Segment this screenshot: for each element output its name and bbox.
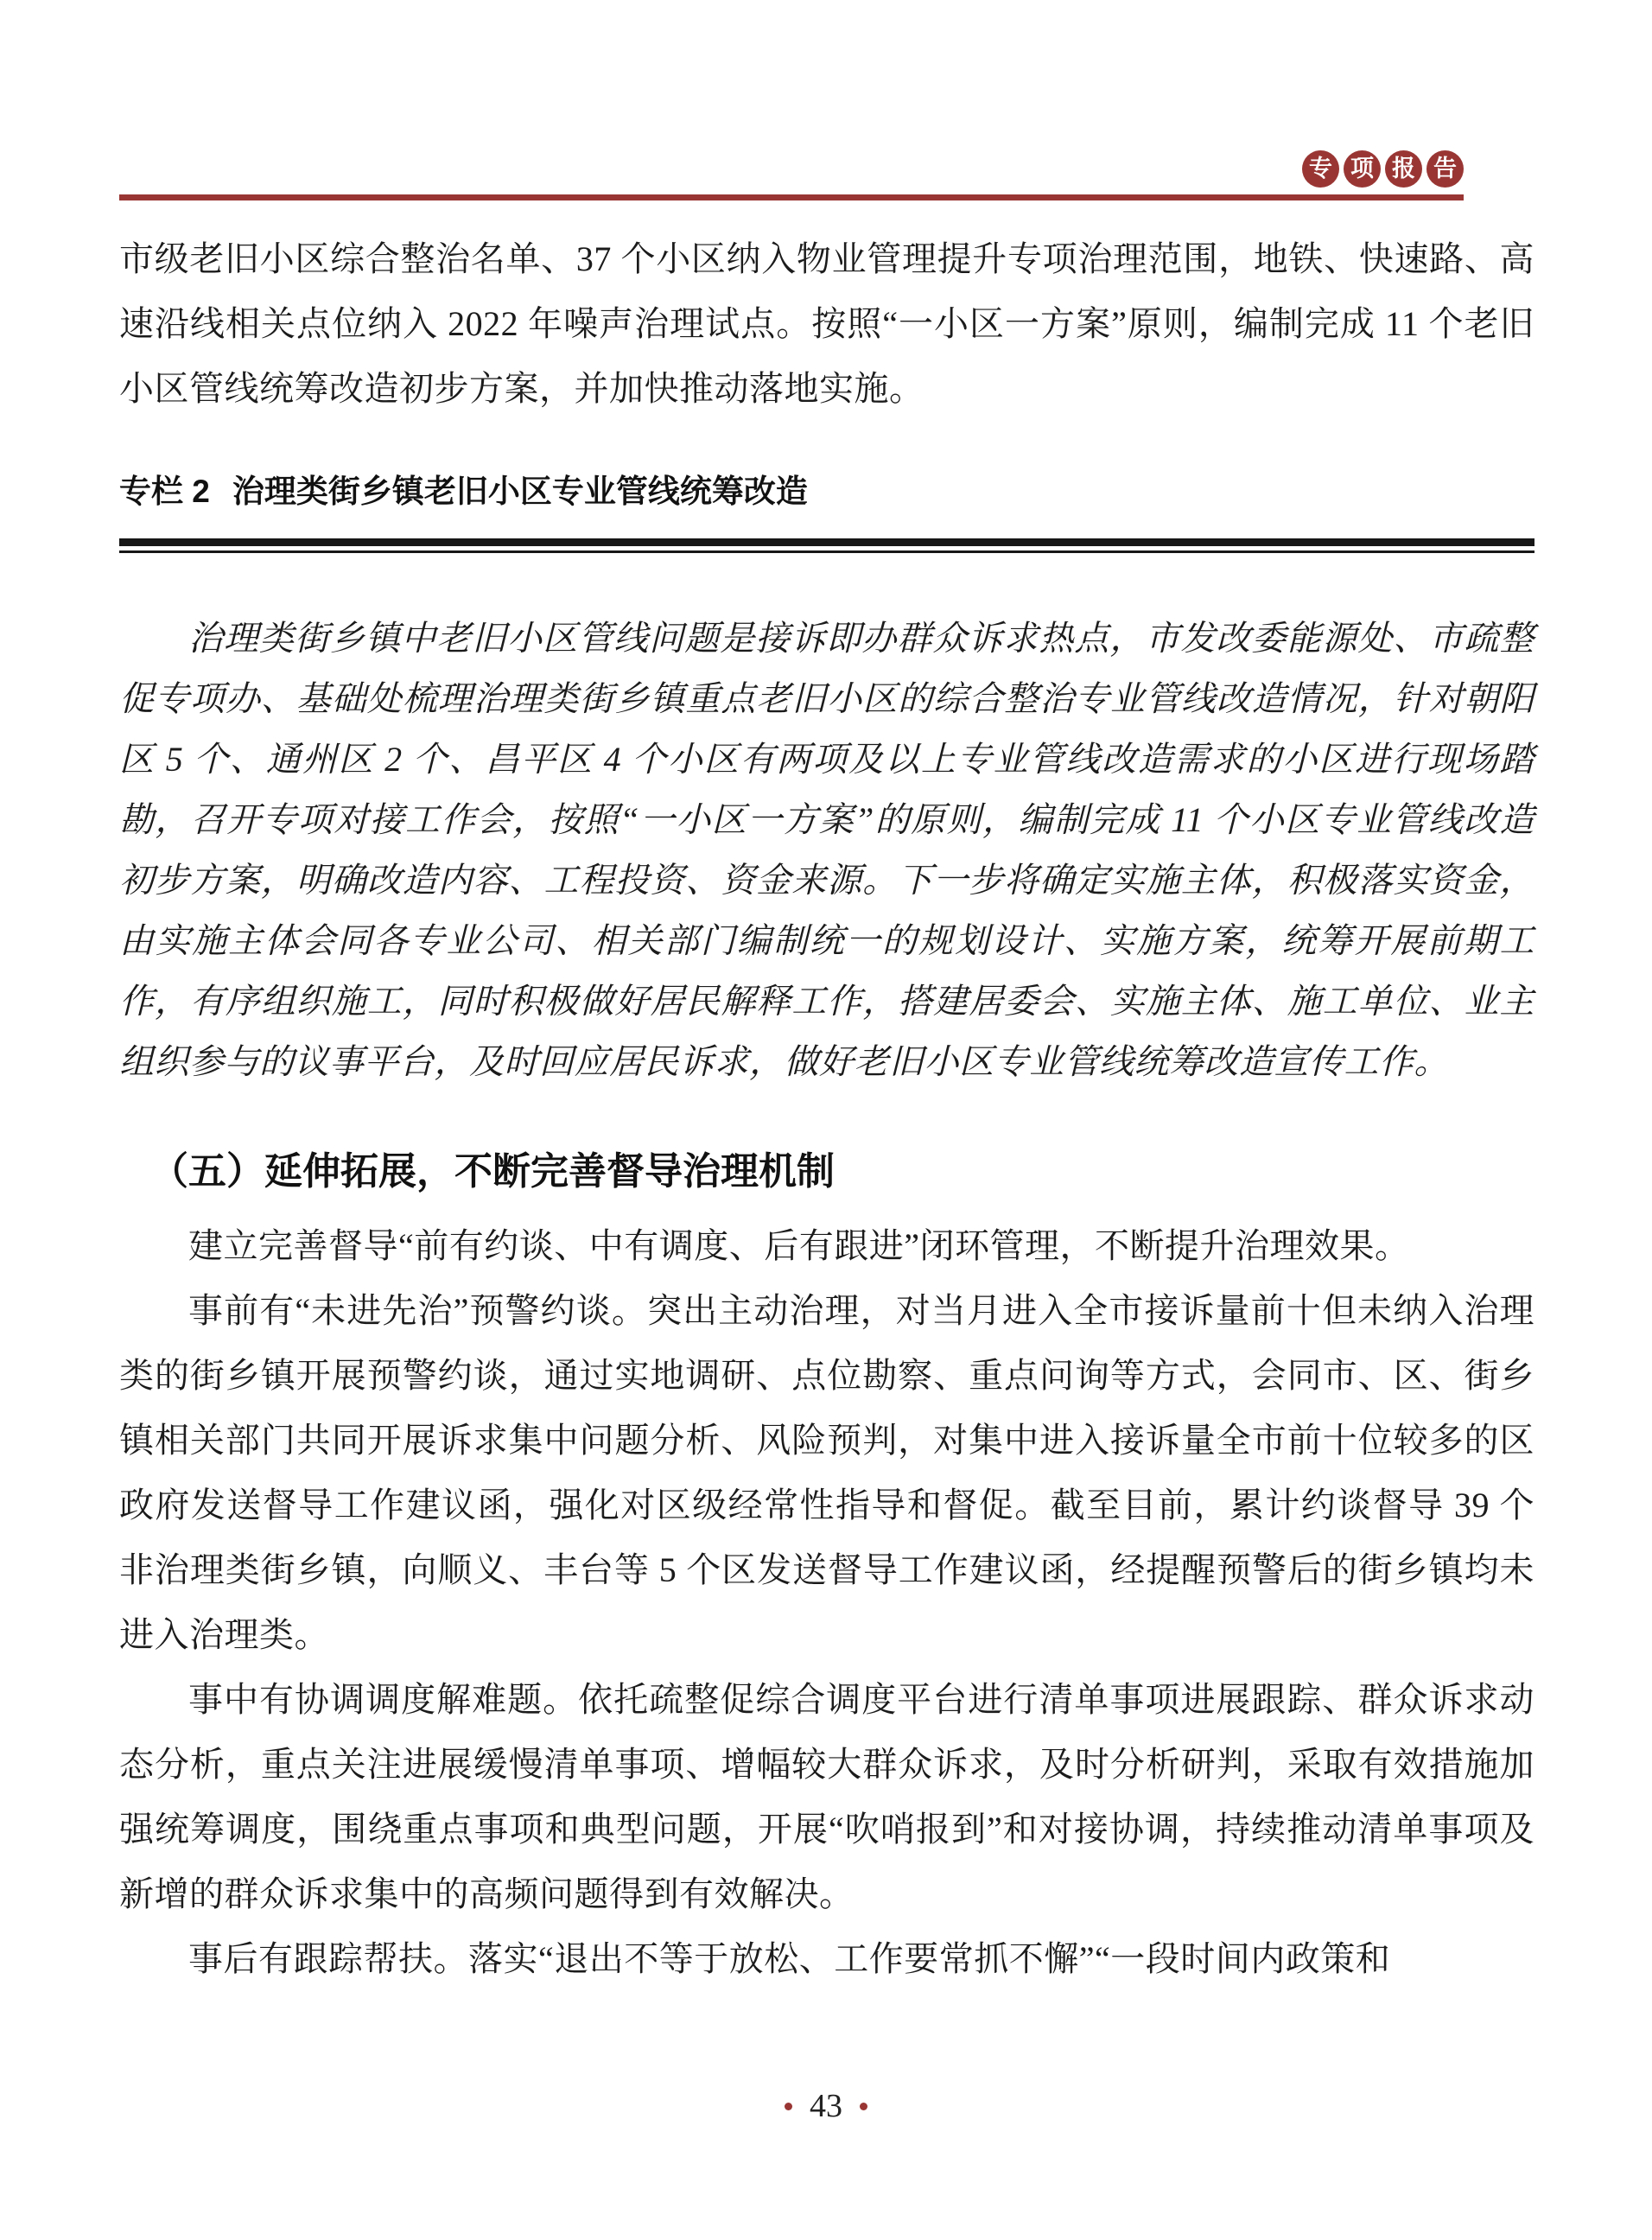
page-footer — [0, 2090, 1652, 2122]
badge-char-circle: 报 — [1385, 150, 1422, 188]
column-box-header — [119, 469, 1534, 514]
column-box-divider — [119, 538, 1534, 553]
section-paragraph: 事前有“未进先治”预警约谈。突出主动治理，对当月进入全市接诉量前十但未纳入治理类的街乡镇开展预警约谈，通过实地调研、点位勘察、重点问询等方式，会同市、区、街乡镇相关部门共同开展诉求集中问题分析、风险预判，对集中进入接诉量全市前十位较多的区政府发送督导工作建议函，强化对区级经常性指导和督促。截至目前，累计约谈督导 39 个非治理类街乡镇，向顺义、丰台等 5 个区发送督导工作建议函，经提醒预警后的街乡镇均未进入治理类。 — [119, 1291, 1534, 1654]
divider-thin-rule — [119, 550, 1534, 553]
section-paragraph: 事后有跟踪帮扶。落实“退出不等于放松、工作要常抓不懈”“一段时间内政策和 — [188, 1939, 1391, 1978]
page-number: 43 — [810, 2088, 842, 2124]
footer-left-dot — [785, 2103, 792, 2110]
page-content — [119, 226, 1534, 1991]
header-rule — [119, 194, 1464, 200]
column-box-label: 专栏 2 — [119, 474, 210, 509]
badge-char-circle: 专 — [1302, 150, 1339, 188]
column-box-title: 治理类街乡镇老旧小区专业管线统筹改造 — [232, 474, 808, 509]
section-paragraphs — [119, 1213, 1534, 1991]
footer-right-dot — [860, 2103, 867, 2110]
badge-char-circle: 项 — [1344, 150, 1381, 188]
badge-char-circle: 告 — [1426, 150, 1464, 188]
section-paragraph: 事中有协调调度解难题。依托疏整促综合调度平台进行清单事项进展跟踪、群众诉求动态分析，重点关注进展缓慢清单事项、增幅较大群众诉求，及时分析研判，采取有效措施加强统筹调度，围绕重点事项和典型问题，开展“吹哨报到”和对接协调，持续推动清单事项及新增的群众诉求集中的高频问题得到有效解决。 — [119, 1680, 1534, 1913]
intro-paragraph: 市级老旧小区综合整治名单、37 个小区纳入物业管理提升专项治理范围，地铁、快速路、高速沿线相关点位纳入 2022 年噪声治理试点。按照“一小区一方案”原则，编制完成 11 个老旧小区管线统筹改造初步方案，并加快推动落地实施。 — [119, 239, 1534, 408]
section-paragraph: 建立完善督导“前有约谈、中有调度、后有跟进”闭环管理，不断提升治理效果。 — [188, 1226, 1410, 1265]
divider-thick-rule — [119, 538, 1534, 546]
column-box-body: 治理类街乡镇中老旧小区管线问题是接诉即办群众诉求热点，市发改委能源处、市疏整促专项办、基础处梳理治理类街乡镇重点老旧小区的综合整治专业管线改造情况，针对朝阳区 5 个、通州区 2 个、昌平区 4 个小区有两项及以上专业管线改造需求的小区进行现场踏勘，召开专项对接工作会，按照“一小区一方案”的原则，编制完成 11 个小区专业管线改造初步方案，明确改造内容、工程投资、资金来源。下一步将确定实施主体，积极落实资金，由实施主体会同各专业公司、相关部门编制统一的规划设计、实施方案，统筹开展前期工作，有序组织施工，同时积极做好居民解释工作，搭建居委会、实施主体、施工单位、业主组织参与的议事平台，及时回应居民诉求，做好老旧小区专业管线统筹改造宣传工作。 — [119, 619, 1534, 1081]
section-heading: （五）延伸拓展，不断完善督导治理机制 — [150, 1150, 835, 1193]
header-report-type-badges — [1302, 150, 1464, 188]
